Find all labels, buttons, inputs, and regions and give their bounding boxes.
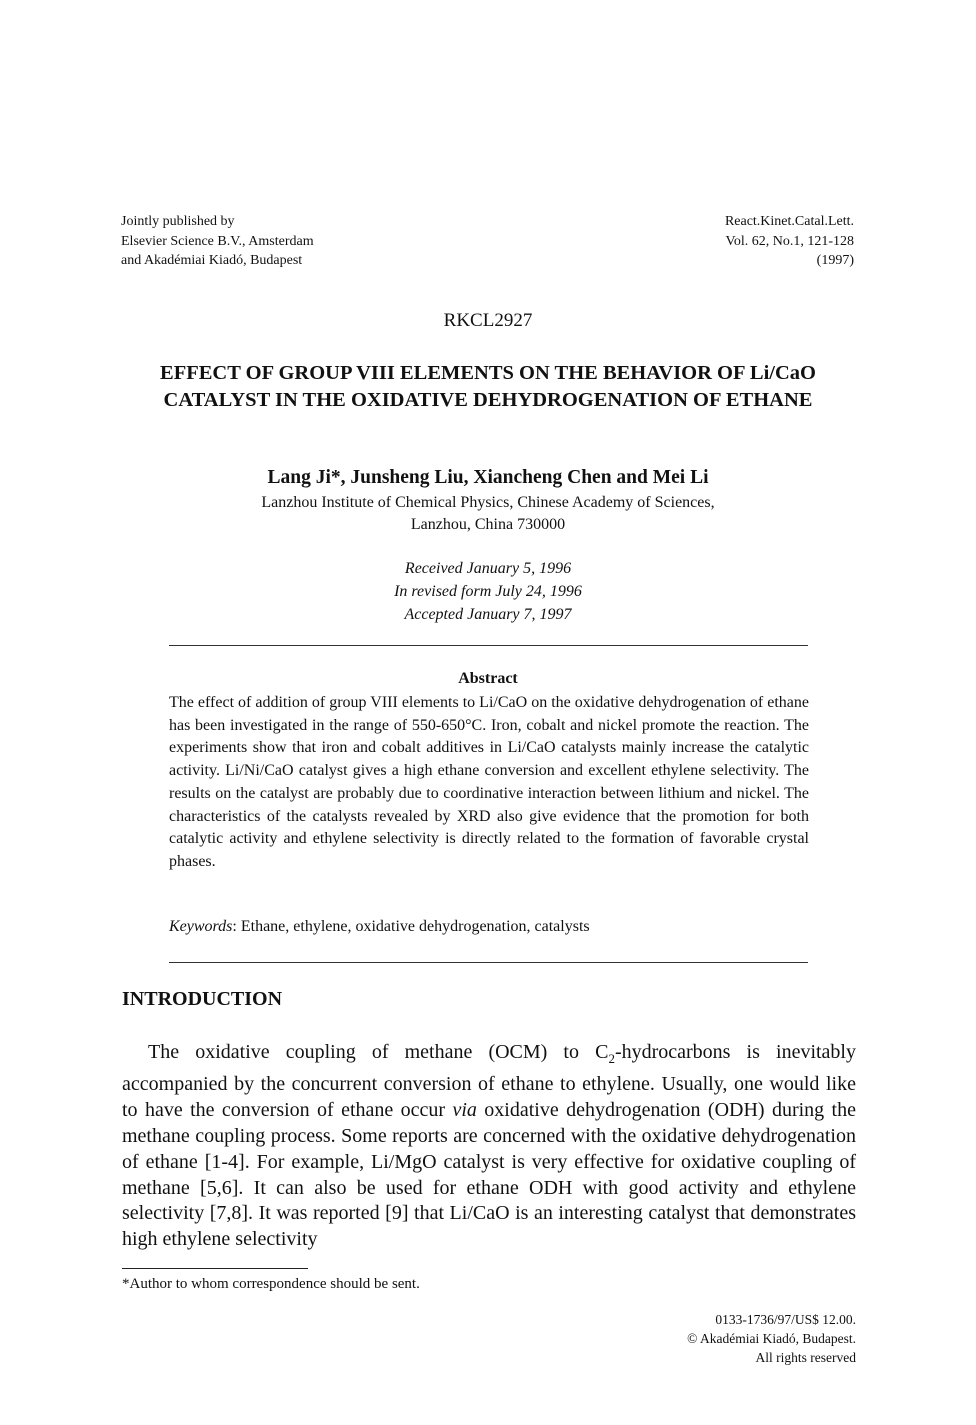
copyright-line: © Akadémiai Kiadó, Budapest. (687, 1331, 856, 1346)
section-heading: INTRODUCTION (122, 988, 283, 1010)
paper-title: EFFECT OF GROUP VIII ELEMENTS ON THE BEHAVIOR OF Li/CaO CATALYST IN THE OXIDATIVE DEHYDROGENATION OF ETHANE (160, 362, 816, 411)
journal-line: (1997) (816, 253, 854, 268)
authors: Lang Ji*, Junsheng Liu, Xiancheng Chen and Mei Li (267, 467, 709, 488)
copyright (687, 1310, 856, 1367)
footnote: *Author to whom correspondence should be sent. (122, 1276, 420, 1292)
keywords-label: Keywords (169, 918, 233, 935)
divider-top (169, 645, 808, 646)
received-date: Received January 5, 1996 (404, 560, 572, 577)
affiliation-line: Lanzhou Institute of Chemical Physics, Chinese Academy of Sciences, (261, 494, 715, 511)
dates (0, 557, 976, 626)
publisher-info (121, 212, 314, 271)
abstract-heading: Abstract (458, 670, 518, 687)
affiliation (0, 492, 976, 536)
keywords-text: : Ethane, ethylene, oxidative dehydrogenation, catalysts (232, 918, 590, 935)
publisher-line: Jointly published by (121, 214, 235, 229)
revised-date: In revised form July 24, 1996 (394, 583, 582, 600)
introduction-paragraph: The oxidative coupling of methane (OCM) to $C_2$-hydrocarbons is inevitably accompanied by the concurrent conversion of ethane to ethylene. Usually, one would like to have the conversion of ethane occur via oxidative dehydrogenation (ODH) during the methane coupling process. Some reports are concerned with the oxidative dehydrogenation of ethane [1-4]. For example, Li/MgO catalyst is very effective for oxidative coupling of methane [5,6]. It can also be used for ethane ODH with good activity and ethylene selectivity [7,8]. It was reported [9] that Li/CaO is an interesting catalyst that demonstrates high ethylene selectivity (122, 1041, 856, 1251)
copyright-line: 0133-1736/97/US$ 12.00. (715, 1312, 856, 1327)
abstract-text: The effect of addition of group VIII elements to Li/CaO on the oxidative dehydrogenation of ethane has been investigated in the range of 550-650°C. Iron, cobalt and nickel promote the reaction. The experiments show that iron and cobalt additives in Li/CaO catalysts mainly increase the catalytic activity. Li/Ni/CaO catalyst gives a high ethane conversion and excellent ethylene selectivity. The results on the catalyst are probably due to coordinative interaction between lithium and nickel. The characteristics of the catalysts revealed by XRD also give evidence that the promotion for both catalytic activity and ethylene selectivity is directly related to the formation of favorable crystal phases. (169, 694, 809, 870)
divider-bottom (169, 962, 808, 963)
affiliation-line: Lanzhou, China 730000 (410, 516, 566, 533)
journal-info (725, 212, 854, 271)
accepted-date: Accepted January 7, 1997 (404, 606, 572, 623)
keywords (169, 918, 809, 936)
footnote-rule (122, 1268, 308, 1269)
publisher-line: and Akadémiai Kiadó, Budapest (121, 253, 303, 268)
journal-line: Vol. 62, No.1, 121-128 (725, 233, 854, 249)
article-code: RKCL2927 (443, 310, 533, 331)
publisher-line: Elsevier Science B.V., Amsterdam (121, 233, 314, 249)
copyright-line: All rights reserved (755, 1350, 856, 1365)
journal-line: React.Kinet.Catal.Lett. (724, 214, 854, 229)
